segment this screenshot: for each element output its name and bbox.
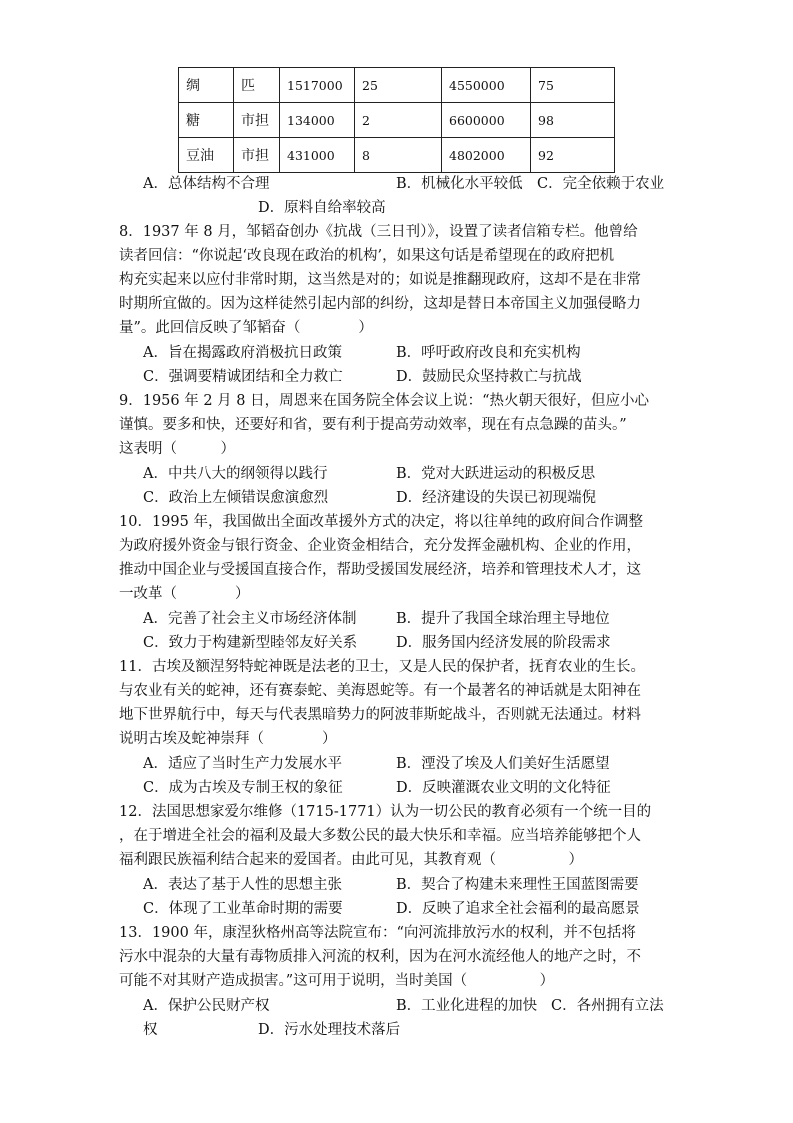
- q11-stem-line: 与农业有关的蛇神，还有赛泰蛇、美海恩蛇等。有一个最著名的神话就是太阳神在: [119, 683, 641, 699]
- q8-stem-line: 时期所宜做的。因为这样徒然引起内部的纠纷，这却是替日本帝国主义加强侵略力: [119, 296, 641, 312]
- table-cell: 75: [531, 68, 615, 103]
- q13-option-c: C．各州拥有立法: [551, 998, 664, 1014]
- q10-stem-line: 推动中国企业与受援国直接合作，帮助受援国发展经济，培养和管理技术人才，这: [119, 562, 641, 578]
- q10-stem-line: 一改革（ ）: [119, 586, 250, 602]
- q13-stem-line: 可能不对其财产造成损害。”这可用于说明，当时美国（ ）: [119, 973, 555, 989]
- table-cell: 市担: [234, 103, 280, 138]
- q7-option-a: A．总体结构不合理: [143, 176, 270, 192]
- q10-option-d: D．服务国内经济发展的阶段需求: [396, 635, 611, 651]
- q11-stem-line: 地下世界航行中，每天与代表黑暗势力的阿波菲斯蛇战斗，否则就无法通过。材料: [119, 707, 641, 723]
- q12-stem-line: 福利跟民族福利结合起来的爱国者。由此可见，其教育观（ ）: [119, 852, 583, 868]
- q11-option-a: A．适应了当时生产力发展水平: [143, 756, 342, 772]
- q8-stem-line: 8．1937 年 8 月，邹韬奋创办《抗战（三日刊）》，设置了读者信箱专栏。他曾给: [119, 224, 638, 240]
- q10-option-c: C．致力于构建新型睦邻友好关系: [143, 635, 358, 651]
- q9-option-c: C．政治上左倾错误愈演愈烈: [143, 490, 329, 506]
- table-cell: 绸: [179, 68, 234, 103]
- table-cell: 1517000: [280, 68, 355, 103]
- table-cell: 8: [355, 138, 442, 173]
- table-cell: 4550000: [442, 68, 531, 103]
- table-row: [179, 68, 615, 103]
- q13-option-a: A．保护公民财产权: [143, 998, 270, 1014]
- q7-option-c: C．完全依赖于农业: [537, 176, 665, 192]
- table-row: [179, 103, 615, 138]
- table-row: [179, 138, 615, 173]
- table-cell: 134000: [280, 103, 355, 138]
- table-cell: 2: [355, 103, 442, 138]
- q12-option-c: C．体现了工业革命时期的需要: [143, 901, 343, 917]
- table-cell: 糖: [179, 103, 234, 138]
- table-cell: 豆油: [179, 138, 234, 173]
- q13-stem-line: 13．1900 年，康涅狄格州高等法院宣布：“向河流排放污水的权利，并不包括将: [119, 925, 636, 941]
- q10-option-a: A．完善了社会主义市场经济体制: [143, 611, 357, 627]
- q12-option-a: A．表达了基于人性的思想主张: [143, 877, 342, 893]
- table-cell: 431000: [280, 138, 355, 173]
- q12-stem-line: ，在于增进全社会的福利及最大多数公民的最大快乐和幸福。应当培养能够把个人: [119, 828, 641, 844]
- q11-option-b: B．湮没了埃及人们美好生活愿望: [396, 756, 610, 772]
- q13-option-c-continued: 权: [143, 1022, 158, 1038]
- q9-stem-line: 这表明（ ）: [119, 441, 235, 457]
- table-cell: 4802000: [442, 138, 531, 173]
- q11-stem-line: 说明古埃及蛇神崇拜（ ）: [119, 731, 337, 747]
- q12-option-b: B．契合了构建未来理性王国蓝图需要: [396, 877, 639, 893]
- q12-stem-line: 12．法国思想家爱尔维修（1715-1771）认为一切公民的教育必须有一个统一目的: [119, 804, 652, 820]
- q8-option-c: C．强调要精诚团结和全力救亡: [143, 369, 343, 385]
- q12-option-d: D．反映了追求全社会福利的最高愿景: [396, 901, 640, 917]
- q8-option-a: A．旨在揭露政府消极抗日政策: [143, 345, 342, 361]
- table-cell: 25: [355, 68, 442, 103]
- q8-stem-line: 量”。此回信反映了邹韬奋（ ）: [119, 320, 373, 336]
- q8-stem-line: 构充实起来以应付非常时期，这当然是对的；如说是推翻现政府，这却不是在非常: [119, 272, 641, 288]
- table-cell: 6600000: [442, 103, 531, 138]
- q11-option-d: D．反映灌溉农业文明的文化特征: [396, 780, 611, 796]
- q8-stem-line: 读者回信：“你说起‘改良现在政治的机构’，如果这句话是希望现在的政府把机: [119, 248, 615, 264]
- q10-stem-line: 为政府援外资金与银行资金、企业资金相结合，充分发挥金融机构、企业的作用，: [119, 538, 641, 554]
- q9-stem-line: 谨慎。要多和快，还要好和省，要有利于提高劳动效率，现在有点急躁的苗头。”: [119, 417, 627, 433]
- q10-option-b: B．提升了我国全球治理主导地位: [396, 611, 610, 627]
- q9-option-b: B．党对大跃进运动的积极反思: [396, 466, 596, 482]
- q9-option-d: D．经济建设的失误已初现端倪: [396, 490, 597, 506]
- q13-option-d: D．污水处理技术落后: [258, 1022, 401, 1038]
- q8-option-d: D．鼓励民众坚持救亡与抗战: [396, 369, 582, 385]
- q11-option-c: C．成为古埃及专制王权的象征: [143, 780, 343, 796]
- q10-stem-line: 10．1995 年，我国做出全面改革援外方式的决定，将以往单纯的政府间合作调整: [119, 514, 643, 530]
- table-cell: 匹: [234, 68, 280, 103]
- q9-option-a: A．中共八大的纲领得以践行: [143, 466, 328, 482]
- q13-option-b: B．工业化进程的加快: [396, 998, 538, 1014]
- q7-option-d: D．原料自给率较高: [258, 200, 386, 216]
- table-cell: 92: [531, 138, 615, 173]
- q11-stem-line: 11．古埃及额涅努特蛇神既是法老的卫士，又是人民的保护者，抚育农业的生长。: [119, 659, 645, 675]
- q9-stem-line: 9．1956 年 2 月 8 日，周恩来在国务院全体会议上说：“热火朝天很好，但应小心: [119, 393, 650, 409]
- production-data-table: [178, 67, 615, 173]
- table-cell: 98: [531, 103, 615, 138]
- q8-option-b: B．呼吁政府改良和充实机构: [396, 345, 581, 361]
- table-cell: 市担: [234, 138, 280, 173]
- q13-stem-line: 污水中混杂的大量有毒物质排入河流的权利，因为在河水流经他人的地产之时，不: [119, 949, 641, 965]
- q7-option-b: B．机械化水平较低: [396, 176, 523, 192]
